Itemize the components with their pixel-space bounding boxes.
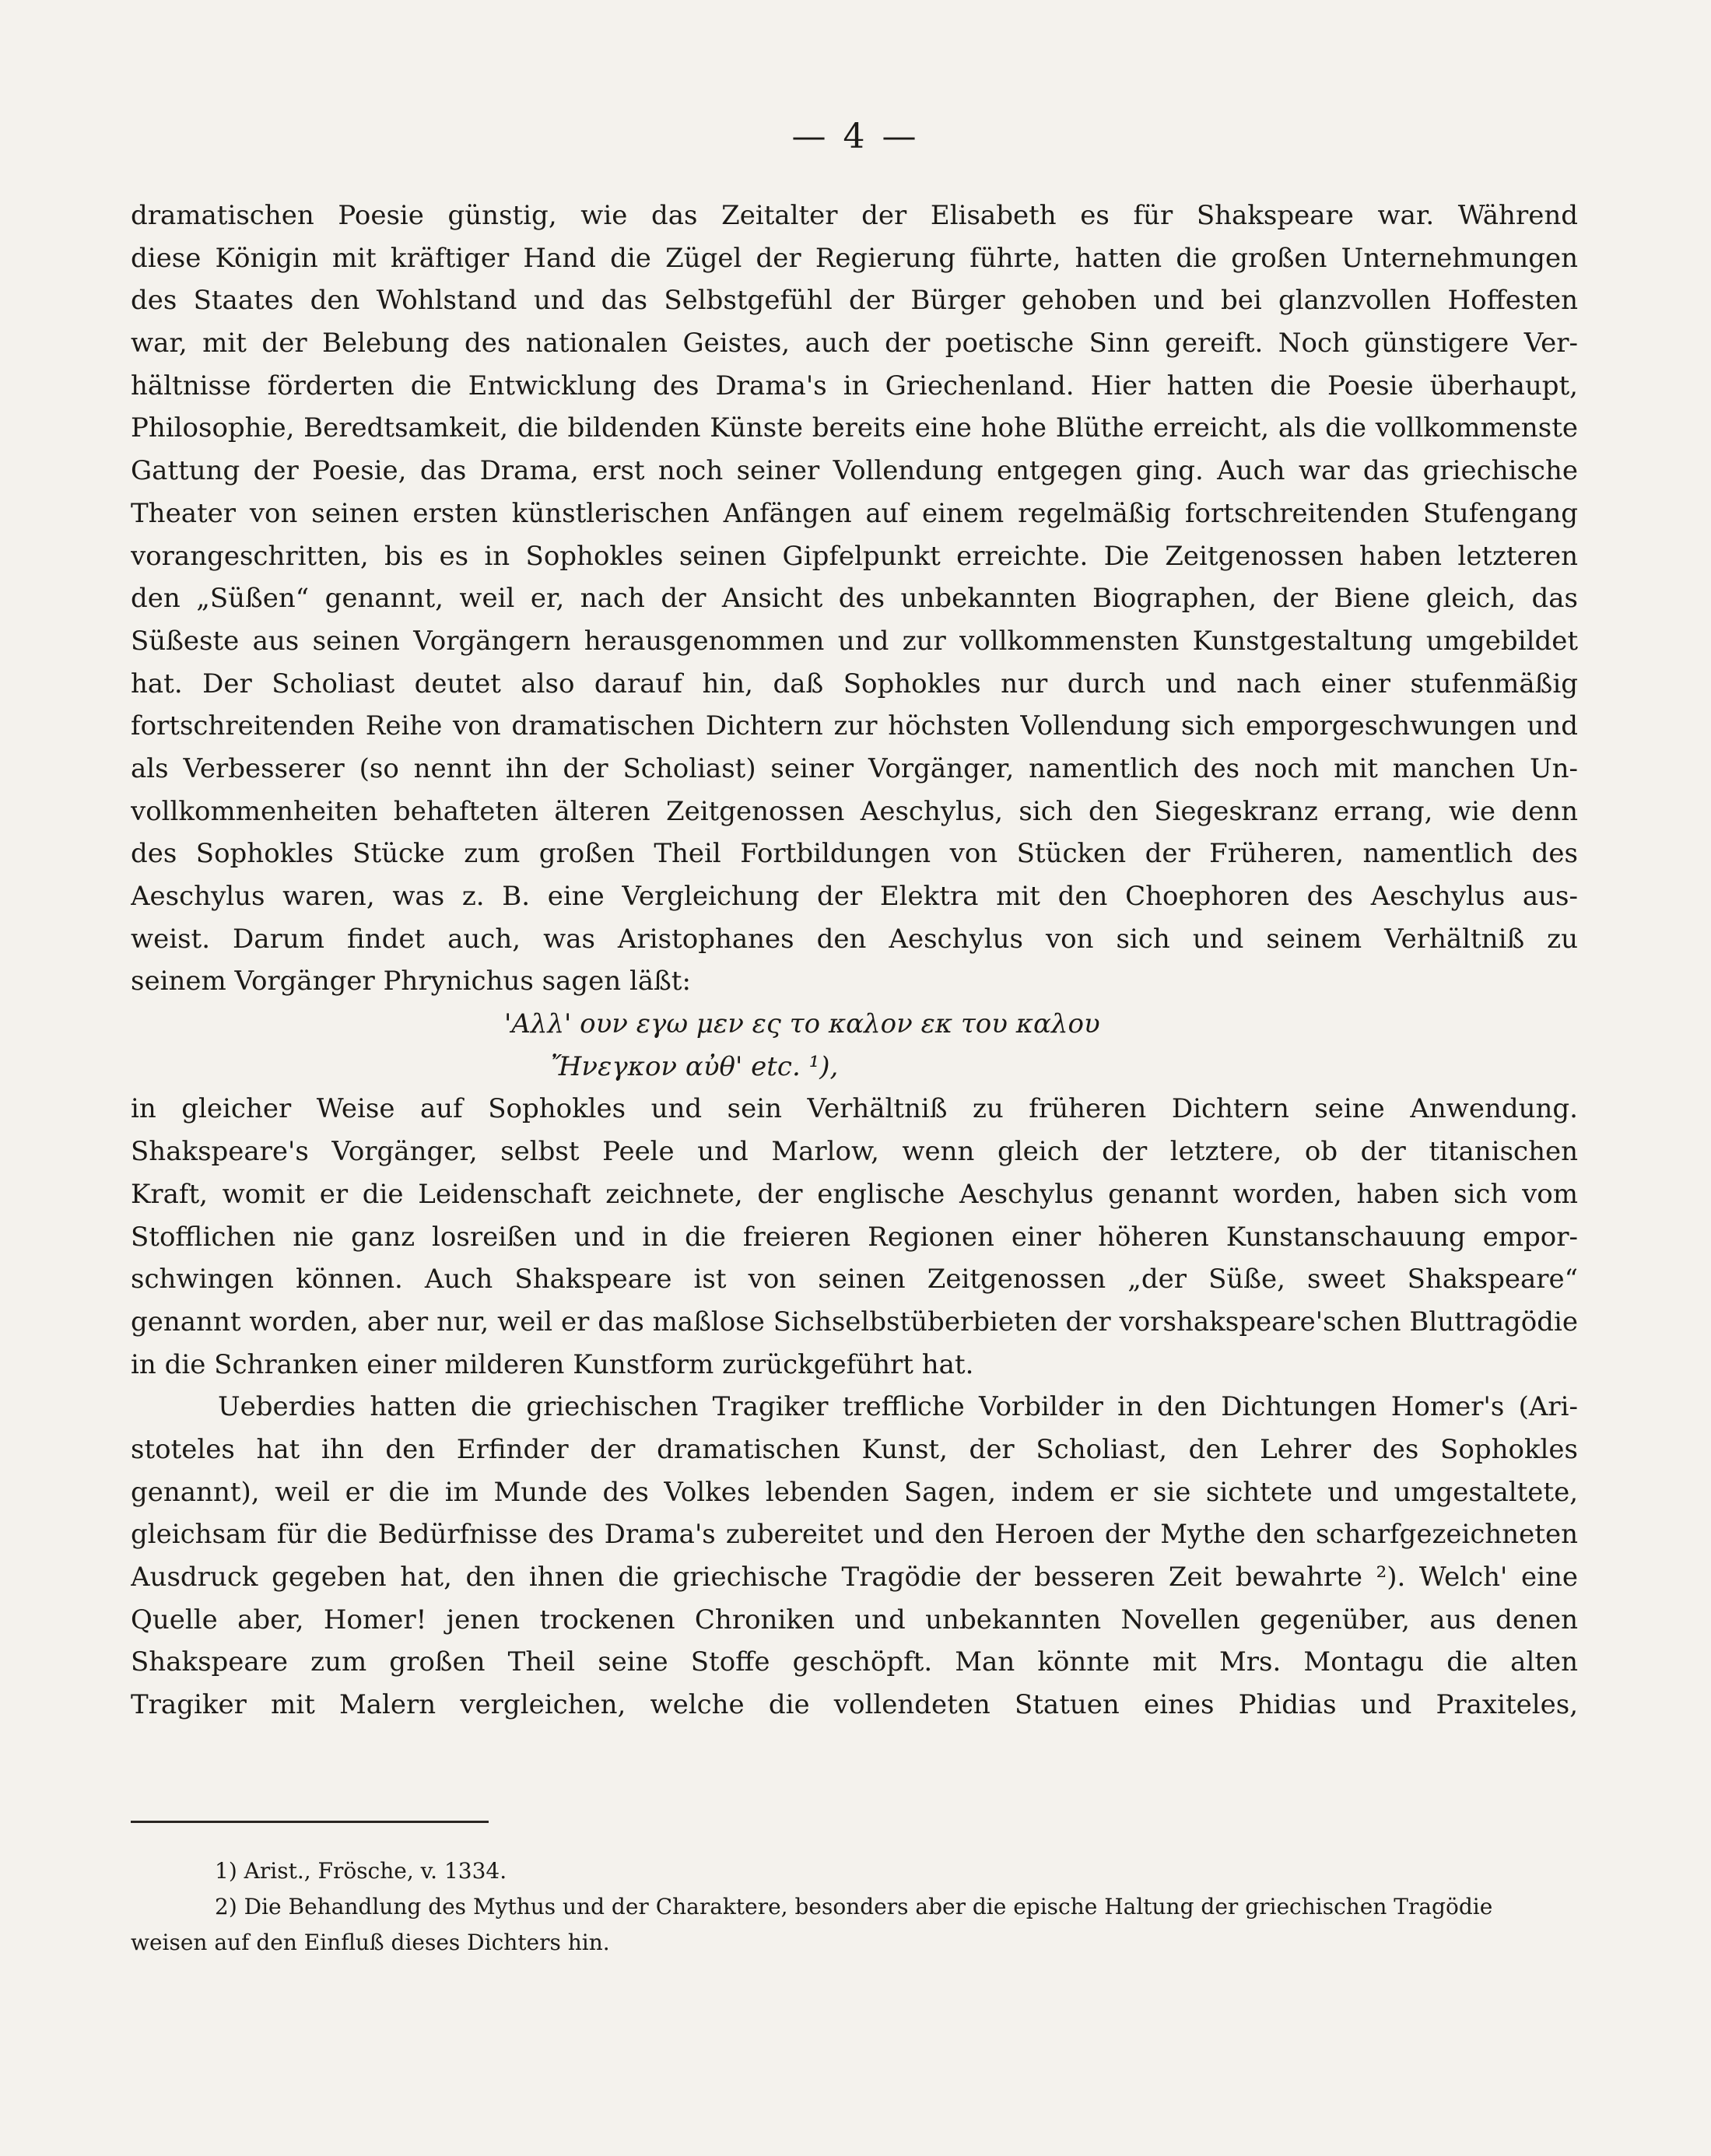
text-line: als Verbesserer (so nennt ihn der Scholiast) seiner Vorgänger, namentlich des noch mit manchen Un- [131,752,1578,784]
text-line: Shakspeare's Vorgänger, selbst Peele und Marlow, wenn gleich der letztere, ob der titanischen [131,1136,1578,1168]
text-line: Stofflichen nie ganz losreißen und in die freieren Regionen einer höheren Kunstanschauung empor- [131,1221,1578,1253]
text-line: war, mit der Belebung des nationalen Geistes, auch der poetische Sinn gereift. Noch günstigere Ver- [131,328,1578,359]
text-line: Tragiker mit Malern vergleichen, welche die vollendeten Statuen eines Phidias und Praxiteles, [131,1689,1578,1721]
page-number: — 4 — [791,117,920,156]
text-line: Philosophie, Beredtsamkeit, die bildenden Künste bereits eine hohe Blüthe erreicht, als die vollkommenste [131,412,1578,444]
text-line: stoteles hat ihn den Erfinder der dramatischen Kunst, der Scholiast, den Lehrer des Sophokles [131,1433,1578,1465]
footnote-separator [131,1821,489,1823]
text-line: diese Königin mit kräftiger Hand die Zügel der Regierung führte, hatten die großen Unternehmungen [131,242,1578,274]
text-line: gleichsam für die Bedürfnisse des Drama's zubereitet und den Heroen der Mythe den scharfgezeichneten [131,1519,1578,1551]
footnote-1: 1) Arist., Frösche, v. 1334. [215,1858,507,1884]
text-line: vorangeschritten, bis es in Sophokles seinen Gipfelpunkt erreichte. Die Zeitgenossen haben letzteren [131,540,1578,572]
paragraph-first-line: Ueberdies hatten die griechischen Tragiker treffliche Vorbilder in den Dichtungen Homer's (Ari- [218,1391,1578,1423]
main-text [131,195,1578,1727]
text-line: in gleicher Weise auf Sophokles und sein Verhältniß zu früheren Dichtern seine Anwendung. [131,1093,1578,1125]
text-line: Kraft, womit er die Leidenschaft zeichnete, der englische Aeschylus genannt worden, haben sich vom [131,1178,1578,1210]
text-line: des Sophokles Stücke zum großen Theil Fortbildungen von Stücken der Früheren, namentlich des [131,838,1578,870]
text-line: hat. Der Scholiast deutet also darauf hin, daß Sophokles nur durch und nach einer stufenmäßig [131,668,1578,699]
greek-quote-line: Ἤνεγκον αὐθ' etc. ¹), [551,1050,839,1082]
text-line: genannt worden, aber nur, weil er das maßlose Sichselbstüberbieten der vorshakspeare'schen Bluttragödie [131,1306,1578,1337]
text-line: den „Süßen“ genannt, weil er, nach der Ansicht des unbekannten Biographen, der Biene gleich, das [131,583,1578,615]
text-line: Gattung der Poesie, das Drama, erst noch seiner Vollendung entgegen ging. Auch war das griechische [131,455,1578,487]
text-line: Aeschylus waren, was z. B. eine Vergleichung der Elektra mit den Choephoren des Aeschylus aus- [131,881,1578,912]
text-line: dramatischen Poesie günstig, wie das Zeitalter der Elisabeth es für Shakspeare war. Während [131,200,1578,231]
text-line: weist. Darum findet auch, was Aristophanes den Aeschylus von sich und seinem Verhältniß zu [131,923,1578,955]
text-line: Shakspeare zum großen Theil seine Stoffe geschöpft. Man könnte mit Mrs. Montagu die alten [131,1646,1578,1678]
footnote-2-continuation: weisen auf den Einfluß dieses Dichters hin. [131,1930,610,1955]
text-line: vollkommenheiten behafteten älteren Zeitgenossen Aeschylus, sich den Siegeskranz errang, wie denn [131,795,1578,827]
footnote-2: 2) Die Behandlung des Mythus und der Charaktere, besonders aber die epische Haltung der griechischen Tragödie [215,1894,1493,1919]
text-line: Quelle aber, Homer! jenen trockenen Chroniken und unbekannten Novellen gegenüber, aus denen [131,1604,1578,1635]
text-line: hältnisse förderten die Entwicklung des Drama's in Griechenland. Hier hatten die Poesie überhaupt, [131,370,1578,401]
text-line: Süßeste aus seinen Vorgängern herausgenommen und zur vollkommensten Kunstgestaltung umgebildet [131,625,1578,657]
text-line: in die Schranken einer milderen Kunstform zurückgeführt hat. [131,1348,974,1380]
text-line: fortschreitenden Reihe von dramatischen Dichtern zur höchsten Vollendung sich emporgeschwungen und [131,710,1578,742]
text-line: des Staates den Wohlstand und das Selbstgefühl der Bürger gehoben und bei glanzvollen Hoffesten [131,285,1578,317]
text-line: genannt), weil er die im Munde des Volkes lebenden Sagen, indem er sie sichtete und umgestaltete, [131,1476,1578,1508]
text-line: Theater von seinen ersten künstlerischen Anfängen auf einem regelmäßig fortschreitenden Stufengang [131,497,1578,529]
text-line: schwingen können. Auch Shakspeare ist von seinen Zeitgenossen „der Süße, sweet Shakspeare“ [131,1264,1578,1295]
footnotes [131,1853,1578,1961]
text-line: seinem Vorgänger Phrynichus sagen läßt: [131,966,691,997]
text-line: Ausdruck gegeben hat, den ihnen die griechische Tragödie der besseren Zeit bewahrte ²). Welch' eine [131,1562,1578,1593]
greek-quote-line: 'Αλλ' ουν εγω μεν ες το καλον εκ του καλου [504,1008,1100,1040]
